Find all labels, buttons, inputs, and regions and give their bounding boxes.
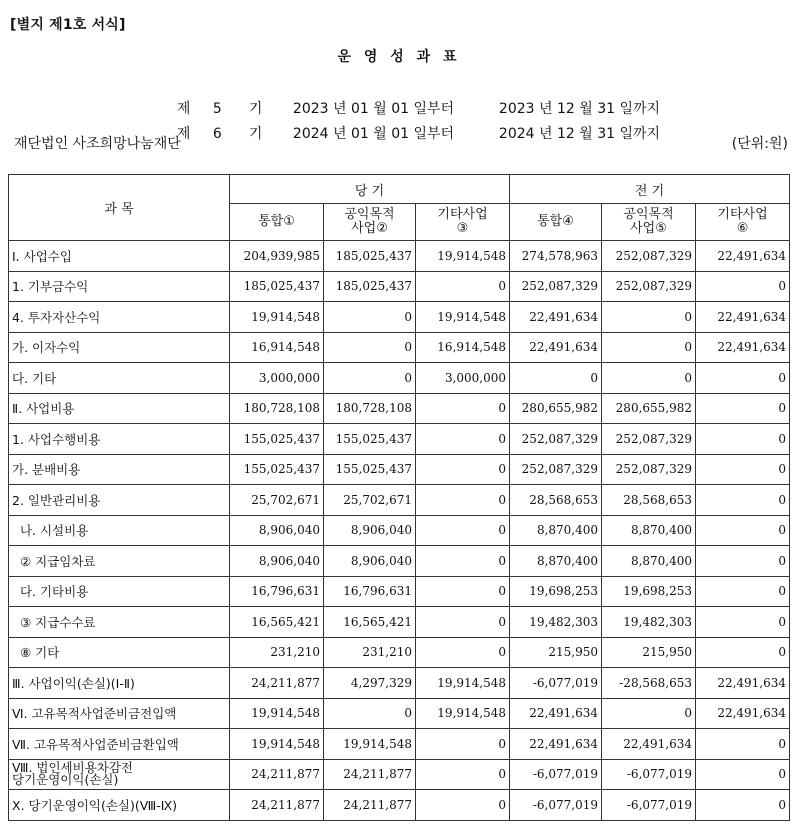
value-cell: 0: [696, 485, 790, 516]
unit-label: (단위:원): [731, 136, 788, 152]
value-cell: 0: [416, 637, 510, 668]
row-label: Ⅲ. 사업이익(손실)(Ⅰ-Ⅱ): [9, 668, 230, 699]
value-cell: 252,087,329: [510, 454, 602, 485]
table-row: [9, 241, 790, 272]
value-cell: 24,211,877: [230, 759, 324, 790]
period-start: 2024 년 01 월 01 일부터: [292, 126, 455, 142]
value-cell: 8,906,040: [324, 546, 416, 577]
period-end: 2023 년 12 월 31 일까지: [498, 101, 661, 117]
value-cell: 19,482,303: [602, 607, 696, 638]
table-row: [9, 759, 790, 790]
value-cell: 0: [416, 576, 510, 607]
column-header: 기타사업 ⑥: [696, 204, 790, 241]
value-cell: 0: [696, 515, 790, 546]
table-row: [9, 698, 790, 729]
value-cell: 22,491,634: [510, 729, 602, 760]
value-cell: 252,087,329: [602, 424, 696, 455]
value-cell: 22,491,634: [602, 729, 696, 760]
value-cell: 204,939,985: [230, 241, 324, 272]
value-cell: 0: [510, 363, 602, 394]
organization-name: 재단법인 사조희망나눔재단: [14, 136, 181, 152]
column-header: 공익목적 사업⑤: [602, 204, 696, 241]
term-suffix: 기: [248, 101, 263, 117]
value-cell: 0: [324, 698, 416, 729]
value-cell: 231,210: [324, 637, 416, 668]
table-row: [9, 515, 790, 546]
table-row: [9, 363, 790, 394]
value-cell: 28,568,653: [510, 485, 602, 516]
value-cell: 252,087,329: [510, 424, 602, 455]
row-label: ② 지급임차료: [9, 546, 230, 577]
operating-results-table: [8, 174, 790, 821]
value-cell: 19,914,548: [416, 668, 510, 699]
value-cell: 8,870,400: [602, 546, 696, 577]
value-cell: 0: [696, 637, 790, 668]
value-cell: 8,906,040: [230, 546, 324, 577]
term-prefix: 제: [176, 126, 191, 142]
value-cell: 280,655,982: [602, 393, 696, 424]
value-cell: 0: [416, 485, 510, 516]
value-cell: 0: [602, 698, 696, 729]
value-cell: 28,568,653: [602, 485, 696, 516]
value-cell: 19,482,303: [510, 607, 602, 638]
value-cell: 215,950: [602, 637, 696, 668]
period-end: 2024 년 12 월 31 일까지: [498, 126, 661, 142]
column-header: 공익목적 사업②: [324, 204, 416, 241]
value-cell: 22,491,634: [696, 668, 790, 699]
row-label: 2. 일반관리비용: [9, 485, 230, 516]
value-cell: 22,491,634: [696, 241, 790, 272]
row-label: 다. 기타비용: [9, 576, 230, 607]
value-cell: 0: [416, 424, 510, 455]
term-suffix: 기: [248, 126, 263, 142]
value-cell: 252,087,329: [510, 271, 602, 302]
value-cell: 155,025,437: [230, 454, 324, 485]
value-cell: 24,211,877: [324, 759, 416, 790]
value-cell: 0: [696, 363, 790, 394]
column-header: 통합①: [230, 204, 324, 241]
value-cell: 231,210: [230, 637, 324, 668]
value-cell: 0: [696, 729, 790, 760]
value-cell: 8,906,040: [230, 515, 324, 546]
value-cell: 0: [696, 424, 790, 455]
value-cell: 185,025,437: [230, 271, 324, 302]
document-title: 운 영 성 과 표: [337, 49, 461, 65]
value-cell: 0: [696, 271, 790, 302]
table-row: [9, 485, 790, 516]
value-cell: 280,655,982: [510, 393, 602, 424]
value-cell: 22,491,634: [510, 332, 602, 363]
value-cell: 0: [602, 363, 696, 394]
value-cell: 19,914,548: [230, 302, 324, 333]
value-cell: 8,906,040: [324, 515, 416, 546]
term-number: 6: [212, 126, 222, 142]
row-label: Ⅱ. 사업비용: [9, 393, 230, 424]
value-cell: 19,914,548: [324, 729, 416, 760]
value-cell: -6,077,019: [510, 790, 602, 821]
value-cell: 16,796,631: [230, 576, 324, 607]
value-cell: 0: [696, 576, 790, 607]
value-cell: 8,870,400: [602, 515, 696, 546]
value-cell: 0: [416, 515, 510, 546]
value-cell: 3,000,000: [230, 363, 324, 394]
value-cell: 16,796,631: [324, 576, 416, 607]
row-label: 나. 시설비용: [9, 515, 230, 546]
value-cell: 19,698,253: [602, 576, 696, 607]
value-cell: 22,491,634: [696, 332, 790, 363]
value-cell: 16,914,548: [230, 332, 324, 363]
value-cell: 252,087,329: [602, 271, 696, 302]
table-row: [9, 668, 790, 699]
value-cell: 16,565,421: [324, 607, 416, 638]
row-label: Ⅶ. 고유목적사업준비금환입액: [9, 729, 230, 760]
value-cell: 0: [696, 790, 790, 821]
value-cell: -28,568,653: [602, 668, 696, 699]
value-cell: 274,578,963: [510, 241, 602, 272]
value-cell: 19,914,548: [230, 729, 324, 760]
value-cell: 3,000,000: [416, 363, 510, 394]
value-cell: 155,025,437: [230, 424, 324, 455]
table-row: [9, 332, 790, 363]
value-cell: 0: [416, 454, 510, 485]
value-cell: 16,565,421: [230, 607, 324, 638]
value-cell: 0: [602, 302, 696, 333]
value-cell: 0: [324, 363, 416, 394]
row-label: 다. 기타: [9, 363, 230, 394]
value-cell: 19,698,253: [510, 576, 602, 607]
value-cell: 0: [696, 546, 790, 577]
subject-header: 과 목: [9, 175, 230, 241]
value-cell: 0: [696, 759, 790, 790]
value-cell: 0: [416, 546, 510, 577]
row-label: Ⅰ. 사업수입: [9, 241, 230, 272]
term-prefix: 제: [176, 101, 191, 117]
value-cell: 155,025,437: [324, 454, 416, 485]
table-row: [9, 576, 790, 607]
value-cell: 0: [416, 790, 510, 821]
value-cell: 180,728,108: [324, 393, 416, 424]
row-label: 가. 분배비용: [9, 454, 230, 485]
value-cell: 185,025,437: [324, 241, 416, 272]
value-cell: 180,728,108: [230, 393, 324, 424]
table-row: [9, 637, 790, 668]
table-row: [9, 271, 790, 302]
value-cell: -6,077,019: [510, 759, 602, 790]
value-cell: -6,077,019: [510, 668, 602, 699]
row-label: 1. 기부금수익: [9, 271, 230, 302]
value-cell: 0: [696, 393, 790, 424]
value-cell: 155,025,437: [324, 424, 416, 455]
value-cell: 252,087,329: [602, 241, 696, 272]
value-cell: 0: [602, 332, 696, 363]
value-cell: 0: [416, 729, 510, 760]
value-cell: 4,297,329: [324, 668, 416, 699]
value-cell: 25,702,671: [324, 485, 416, 516]
table-row: [9, 546, 790, 577]
value-cell: 19,914,548: [416, 302, 510, 333]
value-cell: 215,950: [510, 637, 602, 668]
table-row: [9, 607, 790, 638]
value-cell: 24,211,877: [230, 790, 324, 821]
table-row: [9, 393, 790, 424]
value-cell: 22,491,634: [696, 302, 790, 333]
value-cell: 25,702,671: [230, 485, 324, 516]
row-label: ③ 지급수수료: [9, 607, 230, 638]
prior-period-header: 전 기: [510, 175, 790, 204]
table-row: [9, 302, 790, 333]
value-cell: 8,870,400: [510, 515, 602, 546]
value-cell: 0: [696, 607, 790, 638]
table-row: [9, 790, 790, 821]
row-label: ⑧ 기타: [9, 637, 230, 668]
row-label: Ⅷ. 법인세비용차감전 당기운영이익(손실): [9, 759, 230, 790]
value-cell: 0: [416, 271, 510, 302]
column-header: 통합④: [510, 204, 602, 241]
value-cell: 24,211,877: [230, 668, 324, 699]
row-label: 4. 투자자산수익: [9, 302, 230, 333]
value-cell: 0: [324, 332, 416, 363]
table-row: [9, 454, 790, 485]
row-label: Ⅵ. 고유목적사업준비금전입액: [9, 698, 230, 729]
value-cell: 19,914,548: [416, 698, 510, 729]
value-cell: 8,870,400: [510, 546, 602, 577]
value-cell: 0: [416, 393, 510, 424]
value-cell: 185,025,437: [324, 271, 416, 302]
value-cell: 0: [696, 454, 790, 485]
value-cell: -6,077,019: [602, 790, 696, 821]
column-header: 기타사업 ③: [416, 204, 510, 241]
row-label: Ⅹ. 당기운영이익(손실)(Ⅷ-Ⅸ): [9, 790, 230, 821]
value-cell: 0: [416, 759, 510, 790]
value-cell: 22,491,634: [696, 698, 790, 729]
table-row: [9, 424, 790, 455]
row-label: 1. 사업수행비용: [9, 424, 230, 455]
value-cell: 22,491,634: [510, 302, 602, 333]
value-cell: 0: [324, 302, 416, 333]
term-number: 5: [212, 101, 222, 117]
value-cell: 19,914,548: [416, 241, 510, 272]
value-cell: 252,087,329: [602, 454, 696, 485]
current-period-header: 당 기: [230, 175, 510, 204]
period-start: 2023 년 01 월 01 일부터: [292, 101, 455, 117]
period-line-6: [168, 107, 660, 143]
value-cell: 22,491,634: [510, 698, 602, 729]
value-cell: 24,211,877: [324, 790, 416, 821]
value-cell: 16,914,548: [416, 332, 510, 363]
value-cell: 0: [416, 607, 510, 638]
table-row: [9, 729, 790, 760]
row-label: 가. 이자수익: [9, 332, 230, 363]
form-label: [별지 제1호 서식]: [10, 17, 126, 33]
value-cell: 19,914,548: [230, 698, 324, 729]
value-cell: -6,077,019: [602, 759, 696, 790]
